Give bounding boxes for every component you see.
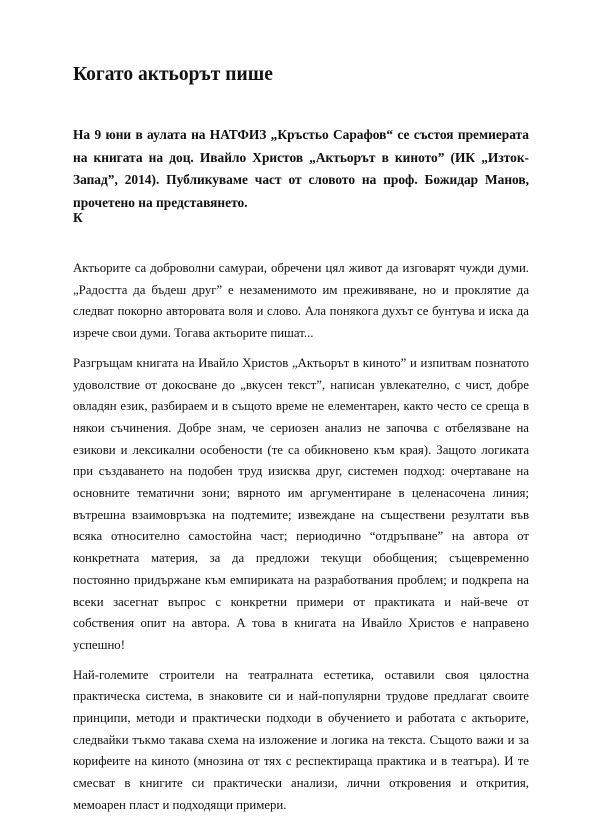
body-paragraph-1: Актьорите са доброволни самураи, обречени цял живот да изговарят чужди думи. „Радостта да бъдеш друг” е незаменимото им преживяване, но и проклятие да следват покорно авторовата воля и слово. Ала понякога духът се бунтува и иска да изрече свои думи. Тогава актьорите пишат... [73,261,529,341]
body-paragraph-3: Най-големите строители на театралната естетика, оставили своя цялостна практическа система, в знаковите си и най-популярни трудове предлагат своите принципи, методи и практически подходи в обучението и работата с актьорите, следвайки тъкмо такава схема на изложение и логика на текста. Същото важи и за корифеите на киното (мнозина от тях с респектираща практика и в театъра). И те смесват в книгите си практически анализи, лични откровения и открития, мемоарен пласт и подходящи примери. [73,667,529,812]
drop-initial: К [73,210,83,225]
page-title: Когато актьорът пише [73,64,273,85]
body-paragraph-2: Разгръщам книгата на Ивайло Христов „Актьорът в киното” и изпитвам познатото удоволствие от докосване до „вкусен текст”, написан увлекателно, с чист, добре овладян език, разбираем и в същото време не елементарен, както често се среща в някои съчинения. Добре знам, че сериозен анализ не започва с отбелязване на езикови и лексикални особености (те са обикновено към края). Защото логиката при създаването на подобен труд изисква друг, системен подход: очертаване на основните тематични зони; вярното им аргументиране в целенасочена линия; вътрешна взаимовръзка на подтемите; извеждане на съществени резултати във всяка относително самостойна част; периодично “отдръпване” на автора от конкретната материя, за да предложи текущи обобщения; същевременно постоянно придържане към емпириката на разработвания проблем; и подкрепа на всеки засегнат въпрос с конкретни примери от практиката и най-вече от собствения опит на автора. А това в книгата на Ивайло Христов е направено успешно! [73,355,529,652]
article-body [73,258,529,825]
lead-paragraph: На 9 юни в аулата на НАТФИЗ „Кръстьо Сарафов“ се състоя премиерата на книгата на доц. Ивайло Христов „Актьорът в киното” (ИК „Изток-Запад”, 2014). Публикуваме част от словото на проф. Божидар Манов, прочетено на представянето. [73,127,529,210]
